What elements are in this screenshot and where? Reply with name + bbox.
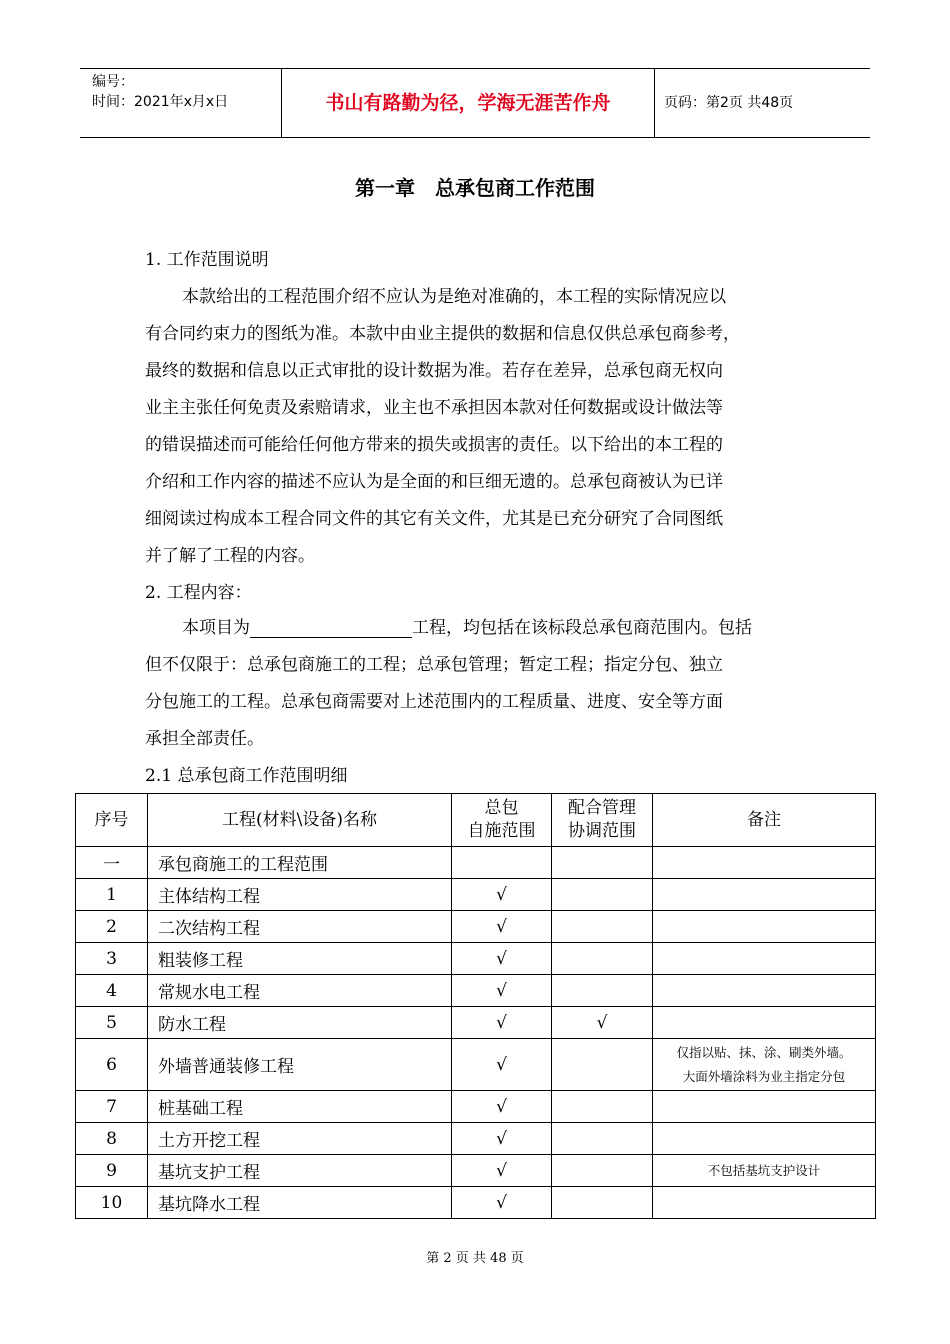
cell-self: √: [452, 1039, 552, 1091]
cell-seq: 6: [76, 1039, 148, 1091]
blank-prefix: 本项目为: [182, 618, 250, 638]
table-row: [76, 1039, 876, 1091]
cell-self: √: [452, 943, 552, 975]
cell-note: [653, 975, 876, 1007]
cell-name: 粗装修工程: [148, 943, 452, 975]
cell-note: [653, 1187, 876, 1219]
cell-self: [452, 847, 552, 879]
cell-seq: 1: [76, 879, 148, 911]
paragraph-line: 分包施工的工程。总承包商需要对上述范围内的工程质量、进度、安全等方面: [145, 692, 723, 712]
col-header-coord-line1: 配合管理: [568, 798, 636, 818]
table-row: [76, 1123, 876, 1155]
cell-name: 二次结构工程: [148, 911, 452, 943]
page-header: [80, 68, 870, 138]
cell-coord: [552, 1091, 653, 1123]
cell-note: [653, 1123, 876, 1155]
cell-seq: 5: [76, 1007, 148, 1039]
cell-seq: 7: [76, 1091, 148, 1123]
table-header-row: [76, 794, 876, 847]
cell-seq: 8: [76, 1123, 148, 1155]
cell-name: 外墙普通装修工程: [148, 1039, 452, 1091]
cell-note: [653, 847, 876, 879]
cell-seq: 4: [76, 975, 148, 1007]
cell-coord: [552, 1155, 653, 1187]
cell-coord: [552, 847, 653, 879]
header-motto: 书山有路勤为径，学海无涯苦作舟: [281, 69, 655, 137]
cell-name: 桩基础工程: [148, 1091, 452, 1123]
paragraph-line: 细阅读过构成本工程合同文件的其它有关文件，尤其是已充分研究了合同图纸: [145, 509, 723, 529]
cell-note: [653, 943, 876, 975]
paragraph-line: 但不仅限于：总承包商施工的工程；总承包管理；暂定工程；指定分包、独立: [145, 655, 723, 675]
paragraph-line: 最终的数据和信息以正式审批的设计数据为准。若存在差异，总承包商无权向: [145, 361, 723, 381]
table-row: [76, 1155, 876, 1187]
time-label: 时间：2021年x月x日: [92, 94, 229, 110]
cell-seq: 10: [76, 1187, 148, 1219]
page-footer: 第 2 页 共 48 页: [426, 1251, 524, 1266]
cell-name: 基坑降水工程: [148, 1187, 452, 1219]
col-header-self-line2: 自施范围: [467, 821, 536, 841]
col-header-name: 工程(材料\设备)名称: [148, 794, 452, 847]
cell-note-line2: 大面外墙涂料为业主指定分包: [682, 1068, 846, 1084]
cell-note: [653, 1039, 876, 1091]
paragraph-line-with-blank: [182, 613, 752, 638]
cell-note: [653, 1007, 876, 1039]
paragraph-line: 并了解了工程的内容。: [145, 546, 315, 566]
cell-self: √: [452, 1007, 552, 1039]
cell-coord: √: [552, 1007, 653, 1039]
cell-coord: [552, 911, 653, 943]
cell-note-line1: 仅指以贴、抹、涂、刷类外墙。: [676, 1044, 852, 1060]
cell-self: √: [452, 911, 552, 943]
col-header-coord: [552, 794, 653, 847]
cell-coord: [552, 1039, 653, 1091]
cell-seq: 3: [76, 943, 148, 975]
col-header-seq: 序号: [76, 794, 148, 847]
table-row: [76, 1187, 876, 1219]
table-row: [76, 847, 876, 879]
cell-self: √: [452, 1091, 552, 1123]
paragraph-line: 本款给出的工程范围介绍不应认为是绝对准确的，本工程的实际情况应以: [182, 287, 726, 307]
cell-seq: 2: [76, 911, 148, 943]
cell-self: √: [452, 879, 552, 911]
number-label: 编号：: [92, 74, 134, 90]
cell-name: 防水工程: [148, 1007, 452, 1039]
table-row: [76, 975, 876, 1007]
cell-note: [653, 879, 876, 911]
cell-note: [653, 911, 876, 943]
work-scope-table: [75, 793, 876, 1219]
col-header-self: [452, 794, 552, 847]
col-header-self-line1: 总包: [484, 798, 519, 818]
cell-coord: [552, 879, 653, 911]
paragraph-line: 承担全部责任。: [145, 729, 264, 749]
chapter-title: 第一章 总承包商工作范围: [355, 176, 595, 200]
cell-seq: 9: [76, 1155, 148, 1187]
cell-self: √: [452, 1123, 552, 1155]
blank-suffix: 工程，均包括在该标段总承包商范围内。包括: [412, 618, 752, 638]
cell-coord: [552, 1123, 653, 1155]
cell-seq: 一: [76, 847, 148, 879]
cell-self: √: [452, 975, 552, 1007]
cell-name: 主体结构工程: [148, 879, 452, 911]
cell-note: [653, 1091, 876, 1123]
cell-name: 基坑支护工程: [148, 1155, 452, 1187]
cell-name: 承包商施工的工程范围: [148, 847, 452, 879]
paragraph-line: 介绍和工作内容的描述不应认为是全面的和巨细无遗的。总承包商被认为已详: [145, 472, 723, 492]
section-2-1-heading: 2.1 总承包商工作范围明细: [145, 766, 348, 786]
table-row: [76, 879, 876, 911]
cell-coord: [552, 1187, 653, 1219]
cell-self: √: [452, 1187, 552, 1219]
header-meta: [80, 69, 280, 137]
paragraph-line: 有合同约束力的图纸为准。本款中由业主提供的数据和信息仅供总承包商参考，: [145, 324, 740, 344]
table-row: [76, 911, 876, 943]
cell-name: 土方开挖工程: [148, 1123, 452, 1155]
header-page-info: 页码：第2页 共48页: [664, 95, 794, 111]
paragraph-line: 业主主张任何免责及索赔请求，业主也不承担因本款对任何数据或设计做法等: [145, 398, 723, 418]
project-name-blank: [250, 621, 412, 638]
cell-self: √: [452, 1155, 552, 1187]
col-header-note: 备注: [653, 794, 876, 847]
col-header-coord-line2: 协调范围: [568, 821, 636, 841]
cell-name: 常规水电工程: [148, 975, 452, 1007]
cell-coord: [552, 975, 653, 1007]
table-row: [76, 1091, 876, 1123]
cell-note: 不包括基坑支护设计: [653, 1155, 876, 1187]
paragraph-line: 的错误描述而可能给任何他方带来的损失或损害的责任。以下给出的本工程的: [145, 435, 723, 455]
section-1-heading: 1. 工作范围说明: [145, 250, 269, 270]
cell-coord: [552, 943, 653, 975]
section-2-heading: 2. 工程内容：: [145, 583, 252, 603]
table-row: [76, 1007, 876, 1039]
table-row: [76, 943, 876, 975]
